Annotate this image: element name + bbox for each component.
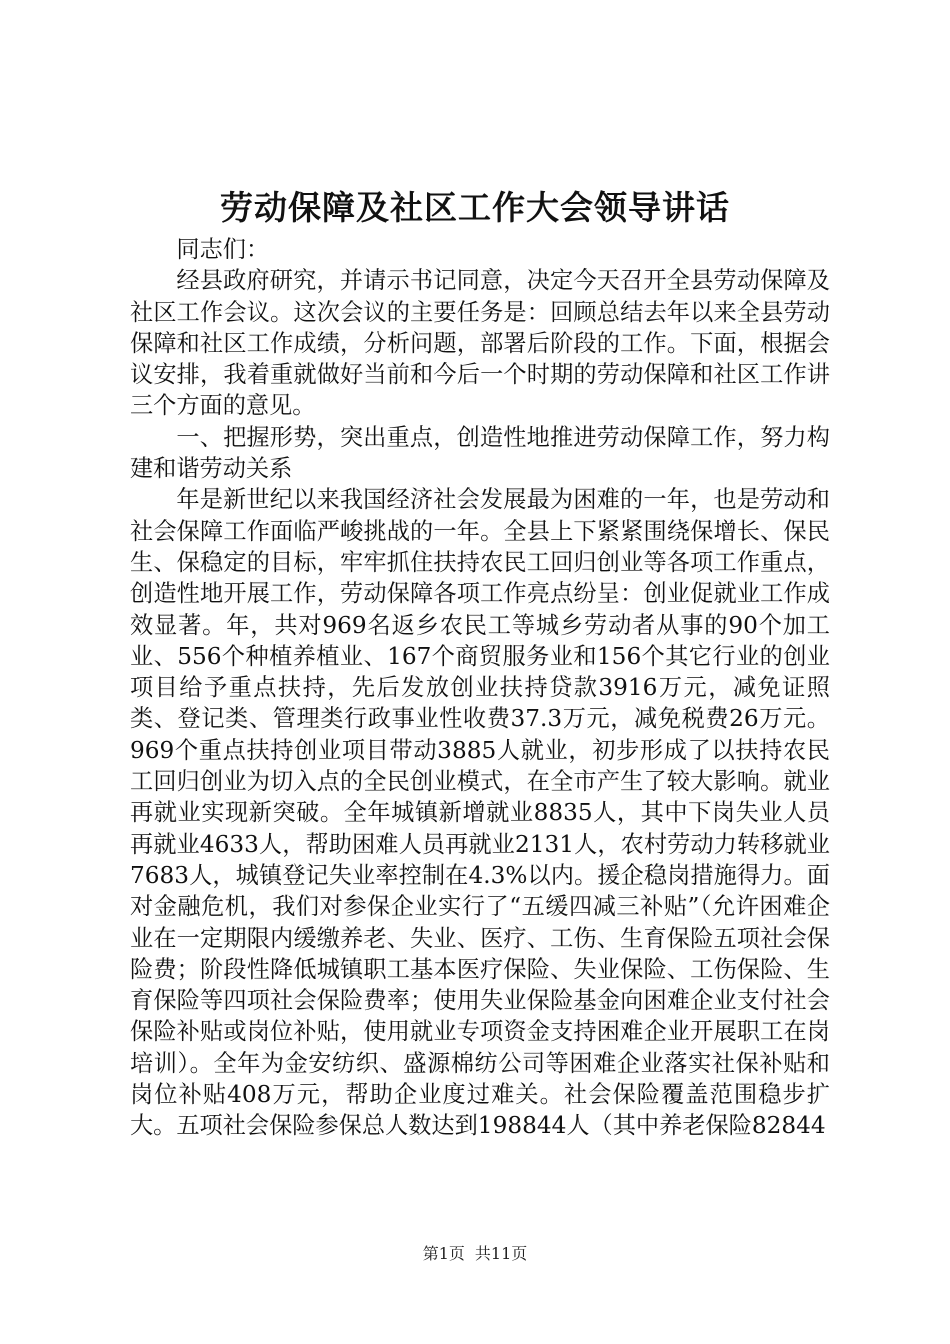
salutation: 同志们： [176,236,270,263]
document-body [130,234,830,1142]
page-footer [0,1242,950,1266]
document-title: 劳动保障及社区工作大会领导讲话 [220,188,730,227]
paragraph-achievements: 年是新世纪以来我国经济社会发展最为困难的一年，也是劳动和社会保障工作面临严峻挑战的一年。全县上下紧紧围绕保增长、保民生、保稳定的目标，牢牢抓住扶持农民工回归创业等各项工作重点，创造性地开展工作，劳动保障各项工作亮点纷呈：创业促就业工作成效显著。年，共对969名返乡农民工等城乡劳动者从事的90个加工业、556个种植养植业、167个商贸服务业和156个其它行业的创业项目给予重点扶持，先后发放创业扶持贷款3916万元，减免证照类、登记类、管理类行政事业性收费37.3万元，减免税费26万元。969个重点扶持创业项目带动3885人就业，初步形成了以扶持农民工回归创业为切入点的全民创业模式，在全市产生了较大影响。就业再就业实现新突破。全年城镇新增就业8835人，其中下岗失业人员再就业4633人，帮助困难人员再就业2131人，农村劳动力转移就业7683人，城镇登记失业率控制在4.3%以内。援企稳岗措施得力。面对金融危机，我们对参保企业实行了“五缓四减三补贴”（允许困难企业在一定期限内缓缴养老、失业、医疗、工伤、生育保险五项社会保险费；阶段性降低城镇职工基本医疗保险、失业保险、工伤保险、生育保险等四项社会保险费率；使用失业保险基金向困难企业支付社会保险补贴或岗位补贴，使用就业专项资金支持困难企业开展职工在岗培训）。全年为金安纺织、盛源棉纺公司等困难企业落实社保补贴和岗位补贴408万元，帮助企业度过难关。社会保险覆盖范围稳步扩大。五项社会保险参保总人数达到198844人（其中养老保险82844 [130,486,830,1140]
paragraph-intro: 经县政府研究，并请示书记同意，决定今天召开全县劳动保障及社区工作会议。这次会议的主要任务是：回顾总结去年以来全县劳动保障和社区工作成绩，分析问题，部署后阶段的工作。下面，根据会议安排，我着重就做好当前和今后一个时期的劳动保障和社区工作讲三个方面的意见。 [130,267,830,420]
page-number: 第1页 [422,1244,465,1263]
page-total: 共11页 [474,1244,528,1263]
section-heading-1: 一、把握形势，突出重点，创造性地推进劳动保障工作，努力构建和谐劳动关系 [130,423,830,483]
